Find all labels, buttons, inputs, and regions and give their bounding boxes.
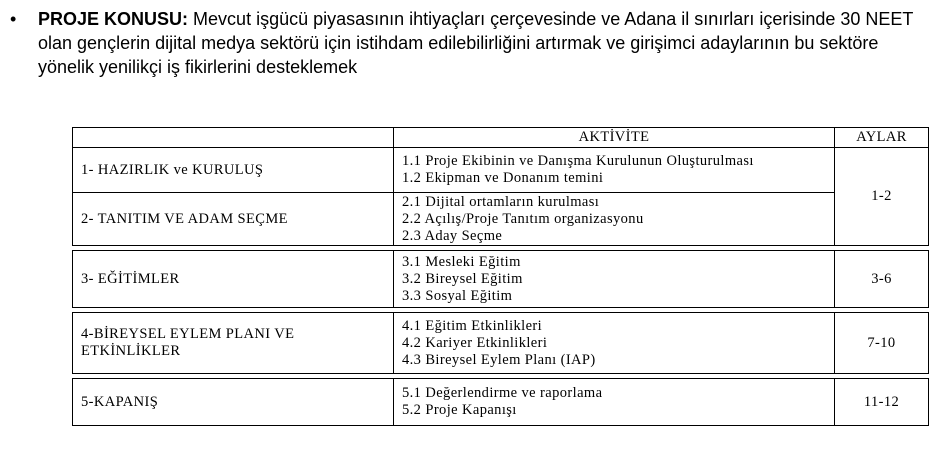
table-row	[73, 193, 929, 246]
activity-item: 2.2 Açılış/Proje Tanıtım organizasyonu	[402, 210, 644, 227]
table-header-row	[73, 128, 929, 148]
phase-activities	[394, 148, 835, 193]
months-cell: 1-2	[835, 148, 929, 246]
activity-item: 2.3 Aday Seçme	[402, 227, 503, 244]
activity-item: 2.1 Dijital ortamların kurulması	[402, 193, 600, 210]
activity-item: 1.2 Ekipman ve Donanım temini	[402, 170, 604, 186]
phase-activities	[394, 313, 835, 374]
activity-schedule-table	[72, 127, 929, 426]
header-activity: AKTİVİTE	[394, 128, 835, 148]
project-topic-description: Mevcut işgücü piyasasının ihtiyaçları çerçevesinde ve Adana il sınırları içerisinde 30 NEET olan gençlerin dijital medya sektörü için istihdam edilebilirliğini artırmak ve girişimci adaylarının bu sektöre yönelik yenilikçi iş fikirlerini desteklemek	[38, 9, 914, 77]
project-topic-text	[38, 7, 935, 79]
months-cell: 3-6	[835, 251, 929, 308]
project-topic-label: PROJE KONUSU:	[38, 9, 189, 29]
phase-name: 1- HAZIRLIK ve KURULUŞ	[73, 148, 394, 193]
phase-name: 2- TANITIM VE ADAM SEÇME	[73, 193, 394, 246]
phase-name: 4-BİREYSEL EYLEM PLANI VE ETKİNLİKLER	[73, 313, 394, 374]
activity-item: 4.3 Bireysel Eylem Planı (IAP)	[402, 351, 596, 368]
bullet-icon: •	[10, 9, 17, 29]
phase-activities	[394, 379, 835, 426]
phase-activities	[394, 251, 835, 308]
header-months: AYLAR	[835, 128, 929, 148]
activity-item: 3.3 Sosyal Eğitim	[402, 287, 513, 304]
phase-name: 3- EĞİTİMLER	[73, 251, 394, 308]
activity-item: 4.2 Kariyer Etkinlikleri	[402, 334, 548, 351]
activity-item: 1.1 Proje Ekibinin ve Danışma Kurulunun Oluşturulması	[402, 153, 754, 169]
months-cell: 11-12	[835, 379, 929, 426]
activity-item: 3.2 Bireysel Eğitim	[402, 270, 523, 287]
table-row	[73, 148, 929, 193]
table-row	[73, 251, 929, 308]
activity-item: 5.2 Proje Kapanışı	[402, 402, 517, 418]
phase-name: 5-KAPANIŞ	[73, 379, 394, 426]
months-cell: 7-10	[835, 313, 929, 374]
activity-item: 3.1 Mesleki Eğitim	[402, 253, 521, 270]
phase-activities	[394, 193, 835, 246]
table-row	[73, 313, 929, 374]
header-phase-cell	[73, 128, 394, 148]
table-row	[73, 379, 929, 426]
project-topic-paragraph	[10, 7, 935, 79]
activity-item: 4.1 Eğitim Etkinlikleri	[402, 317, 543, 334]
activity-item: 5.1 Değerlendirme ve raporlama	[402, 385, 603, 401]
